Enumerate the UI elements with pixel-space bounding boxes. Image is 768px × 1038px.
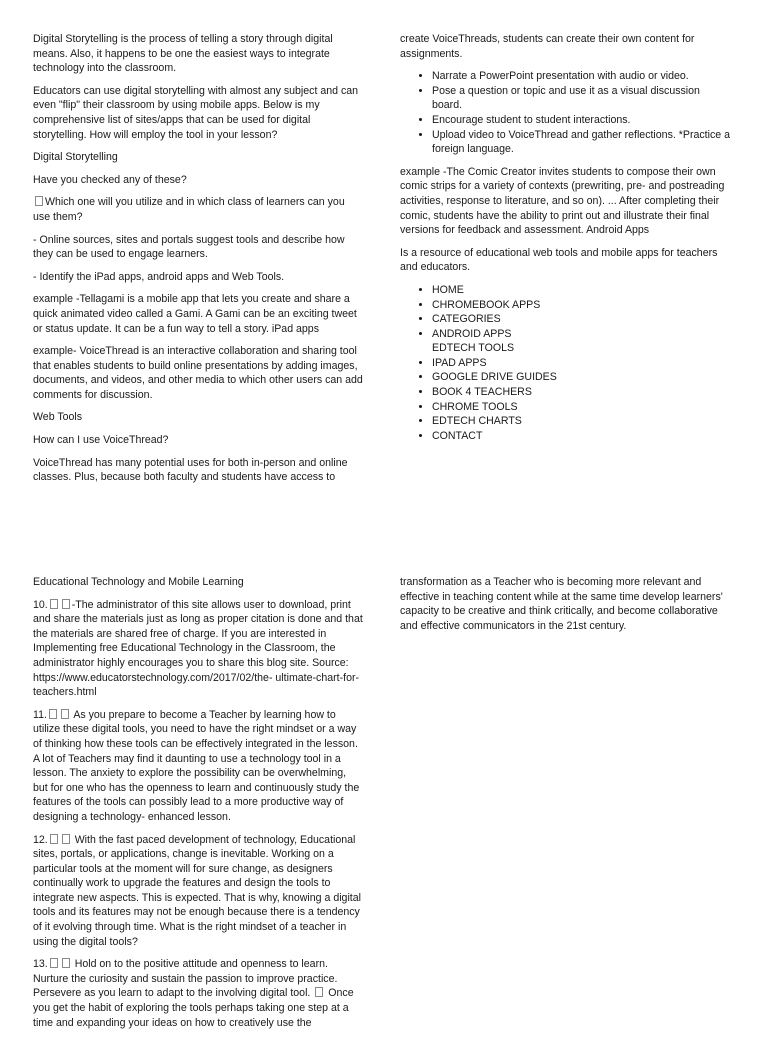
menu-item-home[interactable]: • HOME <box>432 283 730 298</box>
site-menu-list <box>400 283 730 444</box>
paragraph: Have you checked any of these? <box>33 173 187 186</box>
heading-digital-storytelling: Digital Storytelling <box>33 151 118 164</box>
checkbox-glyph-icon <box>50 599 58 609</box>
checkbox-glyph-icon <box>35 196 43 206</box>
menu-item-ipad-apps[interactable]: • IPAD APPS <box>432 356 730 371</box>
paragraph: Educators can use digital storytelling with almost any subject and can even "flip" their classroom by using mobile apps. Below is my comprehensive list of sites/apps that can be used for digital storytelling. How will employ the tool in your lesson? <box>33 84 359 141</box>
checkbox-glyph-icon <box>62 599 70 609</box>
list-item: • Pose a question or topic and use it as a visual discussion board. <box>432 84 730 113</box>
paragraph: example -Tellagami is a mobile app that lets you create and share a quick animated video called a Gami. A Gami can be an exciting tweet or status update. It can be a fun way to tell a story. iPad apps <box>33 293 357 335</box>
menu-item-chrome-tools[interactable]: • CHROME TOOLS <box>432 400 730 415</box>
paragraph: create VoiceThreads, students can create their own content for assignments. <box>400 33 695 60</box>
checkbox-glyph-icon <box>49 709 57 719</box>
checkbox-glyph-icon <box>61 709 69 719</box>
menu-item-edtech-charts[interactable]: • EDTECH CHARTS <box>432 414 730 429</box>
section-title: Educational Technology and Mobile Learning <box>33 576 244 588</box>
menu-item-categories[interactable]: • CATEGORIES <box>432 312 730 327</box>
list-item: • Narrate a PowerPoint presentation with audio or video. <box>432 69 730 84</box>
menu-item-google-drive-guides[interactable]: • GOOGLE DRIVE GUIDES <box>432 370 730 385</box>
numbered-paragraph-12: 12. With the fast paced development of technology, Educational sites, portals, or applications, change is inevitable. Working on a particular tools at the moment will for sure change, as designers continually work to upgrade the features and design the tools to integrate new aspects. This is expected. That is why, knowing a digital tools and its features may not be enough because there is a tendency of it evolving through time. What is the right mindset of a teacher in using the digital tools? <box>33 833 361 948</box>
voicethread-uses-list <box>400 69 730 157</box>
checkbox-glyph-icon <box>50 834 58 844</box>
paragraph: VoiceThread has many potential uses for both in-person and online classes. Plus, because both faculty and students have access to <box>33 456 348 484</box>
paragraph: Is a resource of educational web tools and mobile apps for teachers and educators. <box>400 246 718 274</box>
numbered-paragraph-10: 10. -The administrator of this site allows user to download, print and share the materials just as long as proper citation is done and that the materials are shared free of charge. If you are interested in Implementing free Educational Technology in the Classroom, the administrator highly encourages you to share this blog site. Source: https://www.educatorstechnology.com/2017/02/the- ultimate-chart-for-teachers.html <box>33 598 363 699</box>
paragraph: Digital Storytelling is the process of telling a story through digital means. Also, it happens to be one the easiest ways to integrate technology into the classroom. <box>33 33 333 75</box>
paragraph: - Online sources, sites and portals suggest tools and describe how they can be used to engage learners. <box>33 233 345 261</box>
paragraph: Which one will you utilize and in which class of learners can you use them? <box>33 196 345 223</box>
paragraph: example -The Comic Creator invites students to compose their own comic strips for a variety of contexts (prewriting, pre- and postreading activities, response to literature, and so on). ... After completing their comic, students have the ability to print out and illustrate their final versions for feedback and assessment. Android Apps <box>400 165 725 237</box>
column-top-right <box>400 32 730 451</box>
checkbox-glyph-icon <box>62 958 70 968</box>
checkbox-glyph-icon <box>50 958 58 968</box>
menu-item-chromebook-apps[interactable]: • CHROMEBOOK APPS <box>432 298 730 313</box>
column-bottom-right <box>400 575 730 641</box>
column-top-left <box>33 32 363 493</box>
list-item: • Encourage student to student interactions. <box>432 113 730 128</box>
paragraph: transformation as a Teacher who is becoming more relevant and effective in teaching content while at the same time develop learners' capacity to be creative and think critically, and become collaborative and effective communicators in the 21st century. <box>400 576 723 632</box>
paragraph: How can I use VoiceThread? <box>33 434 169 447</box>
list-item: • Upload video to VoiceThread and gather reflections. *Practice a foreign language. <box>432 128 730 157</box>
paragraph: example- VoiceThread is an interactive collaboration and sharing tool that enables students to build online presentations by adding images, documents, and videos, and other media to which other users can add comments for discussion. <box>33 345 363 401</box>
numbered-paragraph-13: 13. Hold on to the positive attitude and openness to learn. Nurture the curiosity and sustain the passion to improve practice. Persevere as you learn to adapt to the involving digital tool. Once you get the habit of exploring the tools perhaps taking one step at a time and expanding your ideas on how to creatively use the <box>33 958 354 1029</box>
numbered-paragraph-11: 11. As you prepare to become a Teacher by learning how to utilize these digital tools, you need to have the right mindset or a way of thinking how these tools can be effectively integrated in the lesson. A lot of Teachers may find it daunting to use a technology tool in a lesson. The anxiety to explore the possibility can be overwhelming, but for one who has the openness to learn and continuously study the features of the tools can possibly lead to a more productive way of designing a technology- enhanced lesson. <box>33 708 360 823</box>
menu-item-contact[interactable]: • CONTACT <box>432 429 730 444</box>
menu-item-android-apps[interactable]: • ANDROID APPS EDTECH TOOLS <box>432 327 730 356</box>
heading-web-tools: Web Tools <box>33 411 83 424</box>
checkbox-glyph-icon <box>62 834 70 844</box>
column-bottom-left <box>33 575 363 1038</box>
menu-item-book-4-teachers[interactable]: • BOOK 4 TEACHERS <box>432 385 730 400</box>
checkbox-glyph-icon <box>315 987 323 997</box>
paragraph: - Identify the iPad apps, android apps and Web Tools. <box>33 270 285 283</box>
